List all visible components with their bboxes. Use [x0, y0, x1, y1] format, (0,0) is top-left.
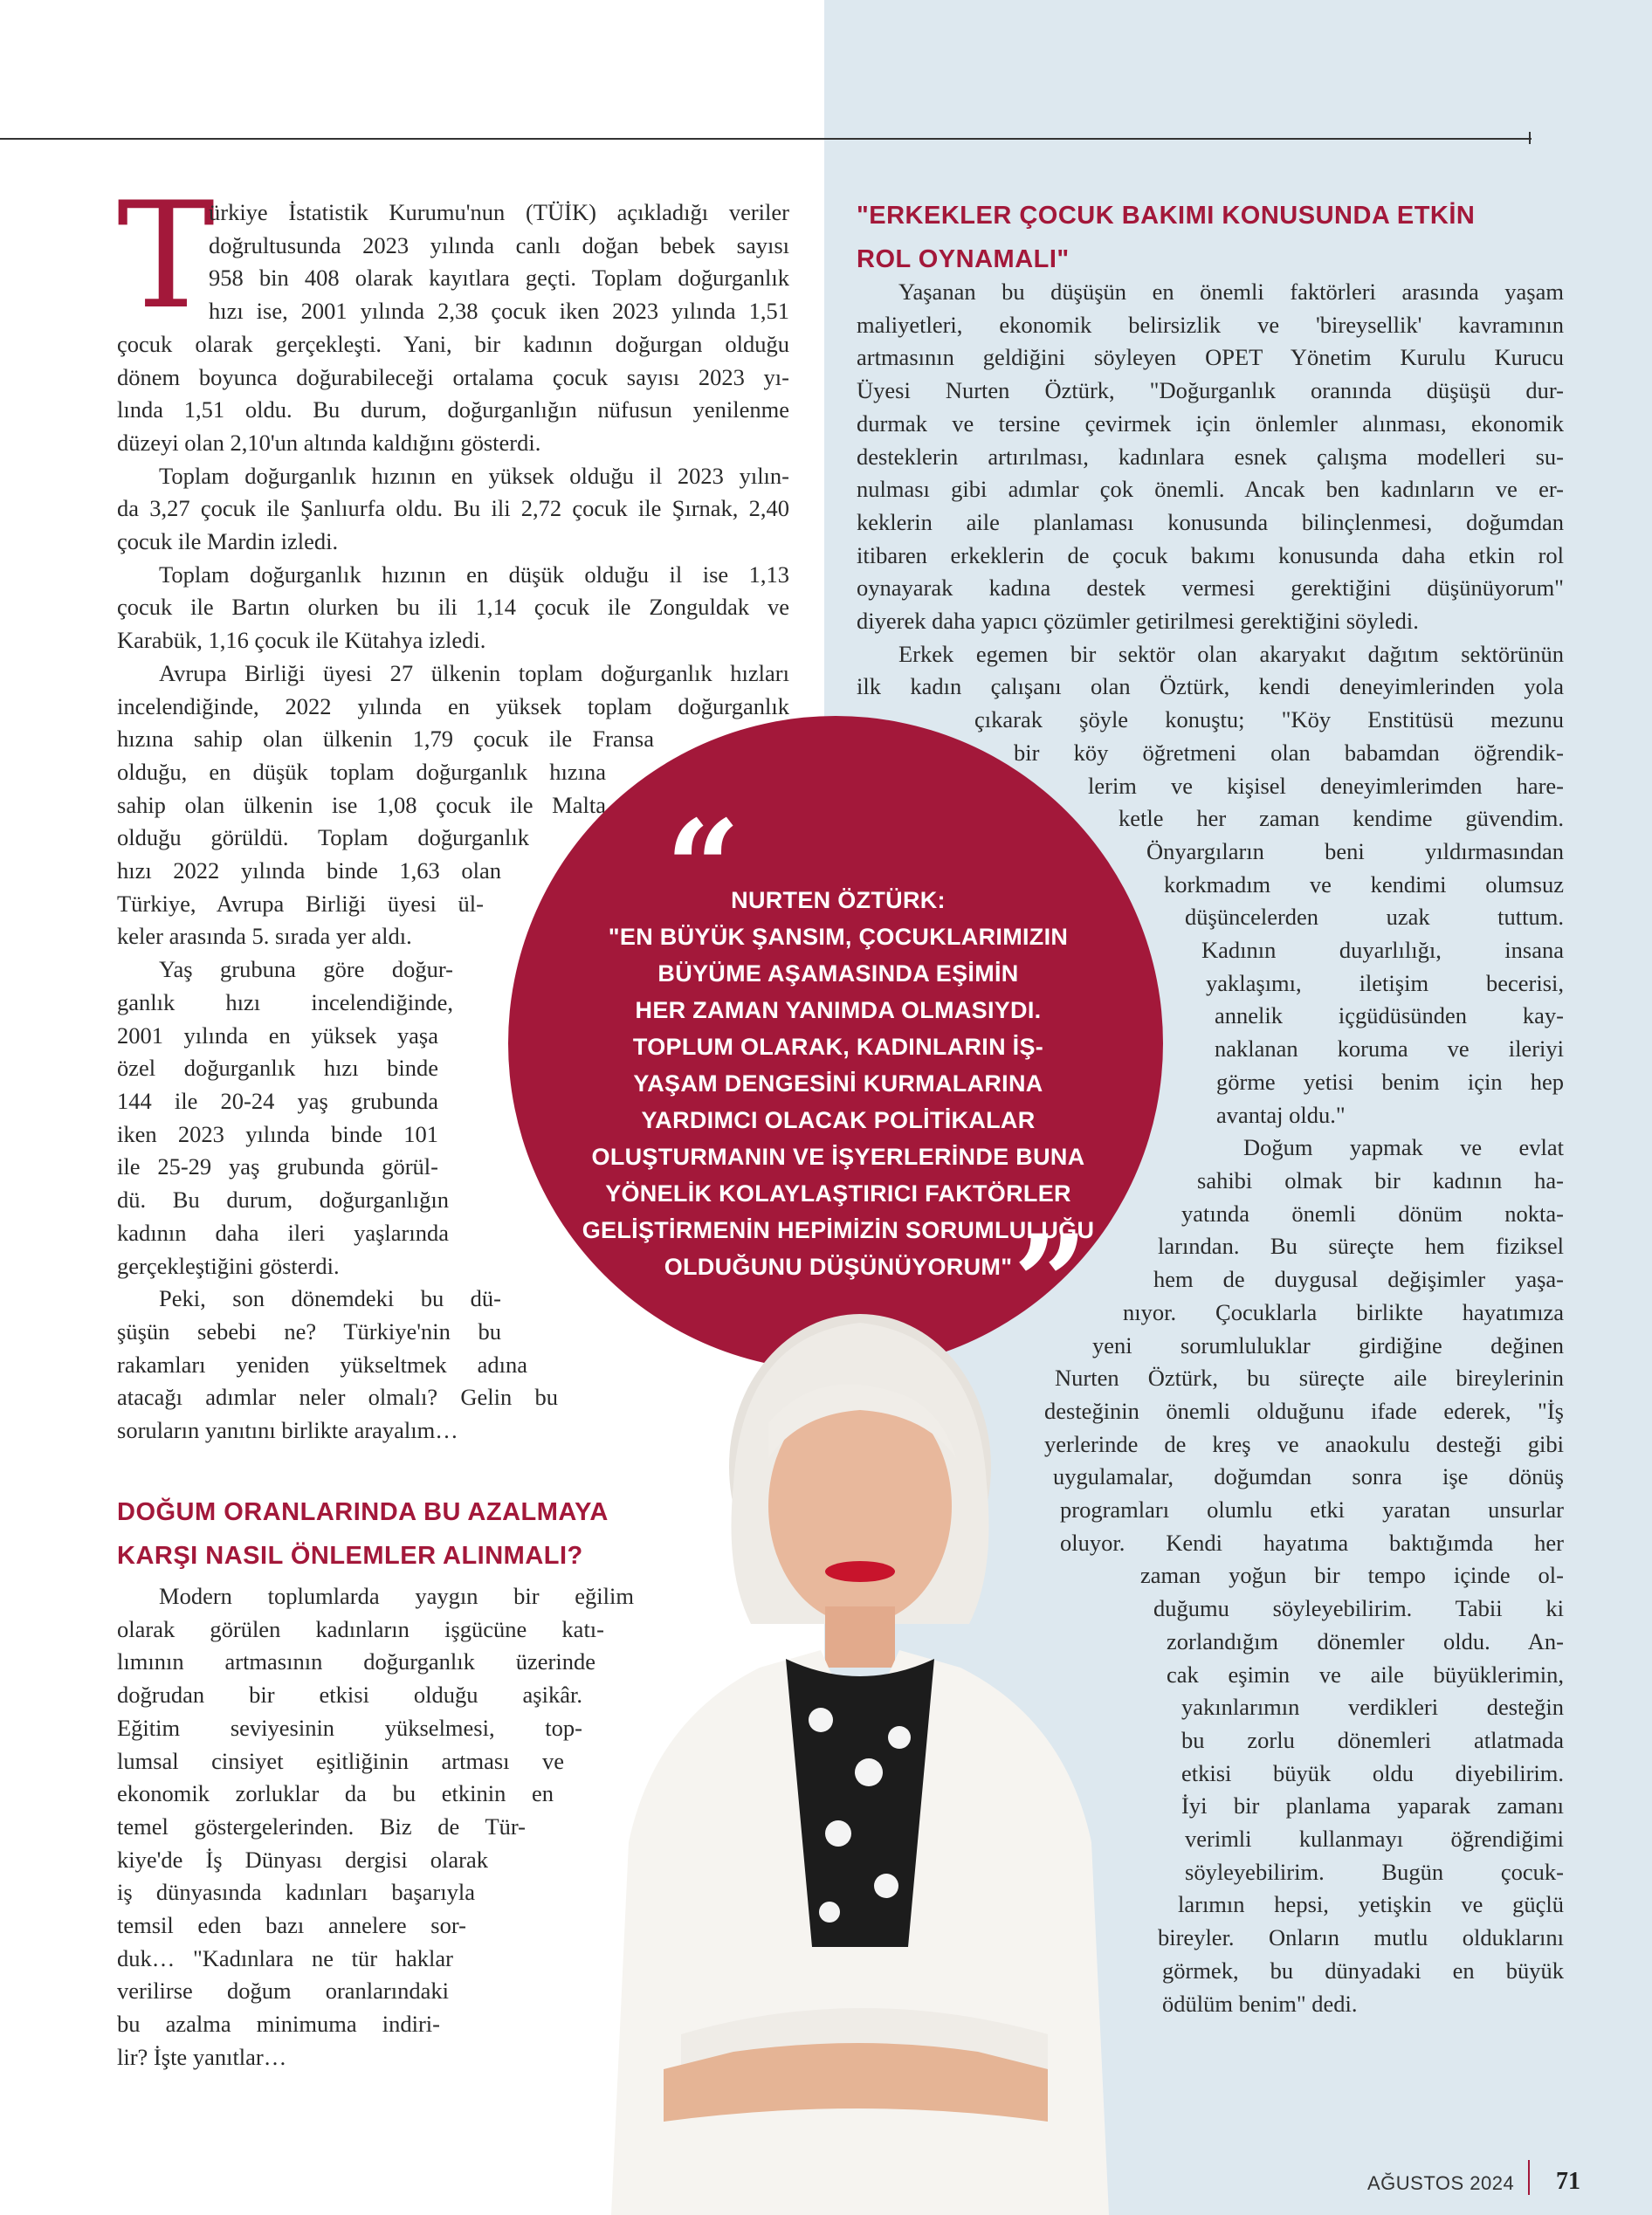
text-line: uygulamalar, doğumdan sonra işe dönüş	[1053, 1463, 1564, 1490]
text-line: oynayarak kadına destek vermesi gerektiğini düşünüyorum"	[857, 574, 1564, 602]
footer-rule	[1528, 2160, 1530, 2195]
text-line: da 3,27 çocuk ile Şanlıurfa oldu. Bu ili 2,72 çocuk ile Şırnak, 2,40	[117, 495, 789, 522]
text-line: bu zorlu dönemleri atlatmada	[1181, 1726, 1564, 1753]
text-line: sahip olan ülkenin ise 1,08 çocuk ile Malta	[117, 791, 606, 818]
text-line: kadının daha ileri yaşlarında	[117, 1219, 449, 1246]
text-line: zaman yoğun bir tempo içinde ol-	[1140, 1562, 1564, 1589]
text-line: desteklerin artırılması, kadınlara esnek çalışma modelleri su-	[857, 443, 1564, 470]
text-line: Eğitim seviyesinin yükselmesi, top-	[117, 1714, 582, 1741]
text-line: ekonomik zorluklar da bu etkinin en	[117, 1780, 554, 1807]
top-rule-tick	[1529, 132, 1531, 144]
text-line: ürkiye İstatistik Kurumu'nun (TÜİK) açıkladığı veriler	[209, 199, 789, 225]
text-line: yatında önemli dönüm nokta-	[1181, 1200, 1564, 1227]
text-line: doğrultusunda 2023 yılında canlı doğan bebek sayısı	[209, 231, 789, 258]
text-line: Nurten Öztürk, bu süreçte aile bireylerinin	[1055, 1365, 1564, 1392]
text-line: olduğu, en düşük toplam doğurganlık hızına	[117, 758, 606, 785]
section-heading-right	[857, 194, 1538, 281]
text-line: ödülüm benim" dedi.	[1162, 1990, 1358, 2017]
text-line: Üyesi Nurten Öztürk, "Doğurganlık oranında düşüşü dur-	[857, 377, 1564, 404]
text-line: cak eşimin ve aile büyüklerimin,	[1167, 1661, 1564, 1688]
text-line: Toplam doğurganlık hızının en düşük olduğu il ise 1,13	[159, 561, 789, 588]
text-line: avantaj oldu."	[1216, 1101, 1346, 1128]
text-line: çocuk ile Mardin izledi.	[117, 528, 339, 555]
text-line: yerlerinde de kreş ve anaokulu desteği gibi	[1044, 1430, 1564, 1457]
text-line: Önyargıların beni yıldırmasından	[1146, 837, 1564, 864]
text-line: Karabük, 1,16 çocuk ile Kütahya izledi.	[117, 627, 486, 654]
text-line: annelik içgüdüsünden kay-	[1215, 1002, 1564, 1029]
text-line: doğrudan bir etkisi olduğu aşikâr.	[117, 1682, 582, 1709]
text-line: lında 1,51 oldu. Bu durum, doğurganlığın nüfusun yenilenme	[117, 396, 789, 423]
text-line: hızı 2022 yılında binde 1,63 olan	[117, 857, 501, 884]
text-line: verimli kullanmayı öğrendiğimi	[1185, 1826, 1564, 1853]
text-line: sahibi olmak bir kadının ha-	[1197, 1166, 1564, 1193]
footer-issue-date: AĞUSTOS 2024	[1367, 2172, 1515, 2194]
text-line: temsil eden bazı annelere sor-	[117, 1912, 466, 1939]
page-number: 71	[1556, 2168, 1580, 2195]
text-line: lımının artmasının doğurganlık üzerinde	[117, 1648, 595, 1675]
text-line: lerim ve kişisel deneyimlerimden hare-	[1088, 772, 1564, 799]
text-line: dü. Bu durum, doğurganlığın	[117, 1187, 449, 1214]
text-line: şüşün sebebi ne? Türkiye'nin bu	[117, 1317, 501, 1345]
pull-quote-line: GELİŞTİRMENİN HEPİMİZİN SORUMLULUĞU	[582, 1217, 1095, 1243]
text-line: incelendiğinde, 2022 yılında en yüksek toplam doğurganlık	[117, 692, 789, 719]
text-line: etkisi büyük oldu diyebilirim.	[1181, 1759, 1564, 1786]
text-line: lumsal cinsiyet eşitliğinin artması ve	[117, 1747, 564, 1774]
text-line: desteğinin önemli olduğunu ifade ederek, "İş	[1044, 1397, 1564, 1424]
text-line: soruların yanıtını birlikte arayalım…	[117, 1417, 458, 1444]
text-line: atacağı adımlar neler olmalı? Gelin bu	[117, 1384, 558, 1411]
text-line: duğumu söyleyebilirim. Tabii ki	[1153, 1595, 1564, 1622]
text-line: naklanan koruma ve ileriyi	[1215, 1035, 1564, 1063]
text-line: nıyor. Çocuklarla birlikte hayatımıza	[1123, 1298, 1564, 1325]
text-line: programları olumlu etki yaratan unsurlar	[1060, 1496, 1564, 1524]
text-line: dönem boyunca doğurabileceği ortalama çocuk sayısı 2023 yı-	[117, 363, 789, 390]
pull-quote-line: OLDUĞUNU DÜŞÜNÜYORUM"	[664, 1254, 1013, 1280]
text-line: yaklaşımı, iletişim becerisi,	[1206, 969, 1564, 996]
pull-quote-line: TOPLUM OLARAK, KADINLARIN İŞ-	[632, 1034, 1044, 1060]
text-line: rakamları yeniden yükseltmek adına	[117, 1351, 527, 1378]
text-line: duk… "Kadınlara ne tür haklar	[117, 1944, 453, 1971]
text-line: durmak ve tersine çevirmek için önlemler alınması, ekonomik	[857, 409, 1564, 437]
text-line: hızına sahip olan ülkenin 1,79 çocuk ile Fransa	[117, 726, 654, 753]
text-line: çocuk olarak gerçekleşti. Yani, bir kadının doğurgan olduğu	[117, 330, 789, 357]
text-line: Yaş grubuna göre doğur-	[159, 956, 453, 983]
text-line: ketle her zaman kendime güvendim.	[1119, 805, 1564, 832]
text-line: olduğu görüldü. Toplam doğurganlık	[117, 824, 529, 851]
text-line: yakınlarımın verdikleri desteğin	[1181, 1694, 1564, 1721]
text-line: Toplam doğurganlık hızının en yüksek olduğu il 2023 yılın-	[159, 462, 789, 489]
text-line: Kadının duyarlılığı, insana	[1201, 937, 1564, 964]
text-line: düşüncelerden uzak tuttum.	[1185, 904, 1564, 931]
text-line: hem de duygusal değişimler yaşa-	[1153, 1266, 1564, 1293]
text-line: Doğum yapmak ve evlat	[1243, 1134, 1564, 1161]
portrait-photo	[559, 1283, 1153, 2215]
pull-quote-line: YAŞAM DENGESİNİ KURMALARINA	[633, 1070, 1043, 1097]
text-line: iken 2023 yılında binde 101	[117, 1120, 438, 1147]
text-line: bireyler. Onların mutlu olduklarını	[1158, 1924, 1564, 1951]
pull-quote-line: HER ZAMAN YANIMDA OLMASIYDI.	[635, 997, 1042, 1023]
text-line: olarak görülen kadınların işgücüne katı-	[117, 1615, 604, 1642]
text-line: Avrupa Birliği üyesi 27 ülkenin toplam doğurganlık hızları	[159, 659, 789, 686]
text-line: ilk kadın çalışanı olan Öztürk, kendi deneyimlerinden yola	[857, 673, 1564, 700]
drop-cap: T	[117, 170, 216, 341]
text-line: ganlık hızı incelendiğinde,	[117, 988, 453, 1015]
text-line: keler arasında 5. sırada yer aldı.	[117, 923, 412, 950]
text-line: İyi bir planlama yaparak zamanı	[1181, 1792, 1564, 1819]
text-line: iş dünyasında kadınları başarıyla	[117, 1879, 475, 1906]
text-line: görme yetisi benim için hep	[1216, 1068, 1564, 1095]
text-line: çocuk ile Bartın olurken bu ili 1,14 çocuk ile Zonguldak ve	[117, 594, 789, 621]
text-line: Yaşanan bu düşüşün en önemli faktörleri arasında yaşam	[898, 279, 1564, 305]
pull-quote-line: OLUŞTURMANIN VE İŞYERLERİNDE BUNA	[591, 1144, 1085, 1170]
text-line: verilirse doğum oranlarındaki	[117, 1978, 449, 2005]
text-line: nulması gibi adımlar çok önemli. Ancak ben kadınların ve er-	[857, 476, 1564, 503]
text-line: korkmadım ve kendimi olumsuz	[1164, 870, 1564, 898]
heading-line: ROL OYNAMALI"	[857, 245, 1070, 273]
pull-quote-line: YARDIMCI OLACAK POLİTİKALAR	[641, 1107, 1036, 1133]
text-line: larından. Bu süreçte hem fiziksel	[1158, 1233, 1564, 1260]
text-line: çıkarak şöyle konuştu; "Köy Enstitüsü mezunu	[974, 706, 1564, 733]
text-line: 958 bin 408 olarak kayıtlara geçti. Toplam doğurganlık	[209, 265, 789, 292]
text-line: larımın hepsi, yetişkin ve güçlü	[1178, 1891, 1564, 1918]
text-line: Peki, son dönemdeki bu dü-	[159, 1285, 501, 1312]
text-line: itibaren erkeklerin de çocuk bakımı konusunda daha etkin rol	[857, 541, 1564, 568]
text-line: kiye'de İş Dünyası dergisi olarak	[117, 1846, 488, 1873]
text-line: temel göstergelerinden. Biz de Tür-	[117, 1813, 526, 1840]
pull-quote-line: BÜYÜME AŞAMASINDA EŞİMİN	[657, 960, 1019, 987]
text-line: 144 ile 20-24 yaş grubunda	[117, 1087, 438, 1114]
text-line: görmek, bu dünyadaki en büyük	[1162, 1957, 1564, 1984]
text-line: söyleyebilirim. Bugün çocuk-	[1185, 1858, 1564, 1885]
text-line: gerçekleştiğini gösterdi.	[117, 1252, 340, 1279]
text-line: Modern toplumlarda yaygın bir eğilim	[159, 1583, 634, 1609]
heading-line: "ERKEKLER ÇOCUK BAKIMI KONUSUNDA ETKİN	[857, 202, 1476, 230]
text-line: 2001 yılında en yüksek yaşa	[117, 1022, 438, 1049]
top-rule	[0, 138, 1532, 140]
text-line: hızı ise, 2001 yılında 2,38 çocuk iken 2023 yılında 1,51	[209, 298, 789, 325]
text-line: oluyor. Kendi hayatıma baktığımda her	[1060, 1529, 1564, 1556]
heading-line: DOĞUM ORANLARINDA BU AZALMAYA	[117, 1498, 609, 1526]
text-line: bir köy öğretmeni olan babamdan öğrendik-	[1014, 739, 1564, 766]
pull-quote-line: "EN BÜYÜK ŞANSIM, ÇOCUKLARIMIZIN	[608, 924, 1069, 950]
text-line: yeni sorumluluklar girdiğine değinen	[1092, 1331, 1564, 1359]
text-line: artmasının geldiğini söyleyen OPET Yönetim Kurulu Kurucu	[857, 344, 1564, 371]
text-line: Türkiye, Avrupa Birliği üyesi ül-	[117, 890, 484, 917]
open-quote-mark: “	[665, 792, 741, 946]
text-line: zorlandığım dönemler oldu. An-	[1167, 1627, 1564, 1654]
text-line: Erkek egemen bir sektör olan akaryakıt dağıtım sektörünün	[898, 640, 1564, 667]
text-line: maliyetleri, ekonomik belirsizlik ve 'bireysellik' kavramının	[857, 311, 1564, 338]
text-line: özel doğurganlık hızı binde	[117, 1055, 438, 1082]
text-line: ile 25-29 yaş grubunda görül-	[117, 1153, 438, 1180]
heading-line: KARŞI NASIL ÖNLEMLER ALINMALI?	[117, 1542, 583, 1570]
text-line: keklerin aile planlaması konusunda bilinçlenmesi, doğumdan	[857, 508, 1564, 535]
text-line: bu azalma minimuma indiri-	[117, 2011, 440, 2038]
pull-quote-line: YÖNELİK KOLAYLAŞTIRICI FAKTÖRLER	[605, 1180, 1071, 1207]
text-line: düzeyi olan 2,10'un altında kaldığını gösterdi.	[117, 429, 541, 456]
pull-quote-attribution: NURTEN ÖZTÜRK:	[731, 887, 946, 913]
text-line: lir? İşte yanıtlar…	[117, 2043, 287, 2070]
text-line: diyerek daha yapıcı çözümler getirilmesi gerektiğini söyledi.	[857, 608, 1419, 635]
close-quote-mark: ”	[1013, 1207, 1089, 1360]
